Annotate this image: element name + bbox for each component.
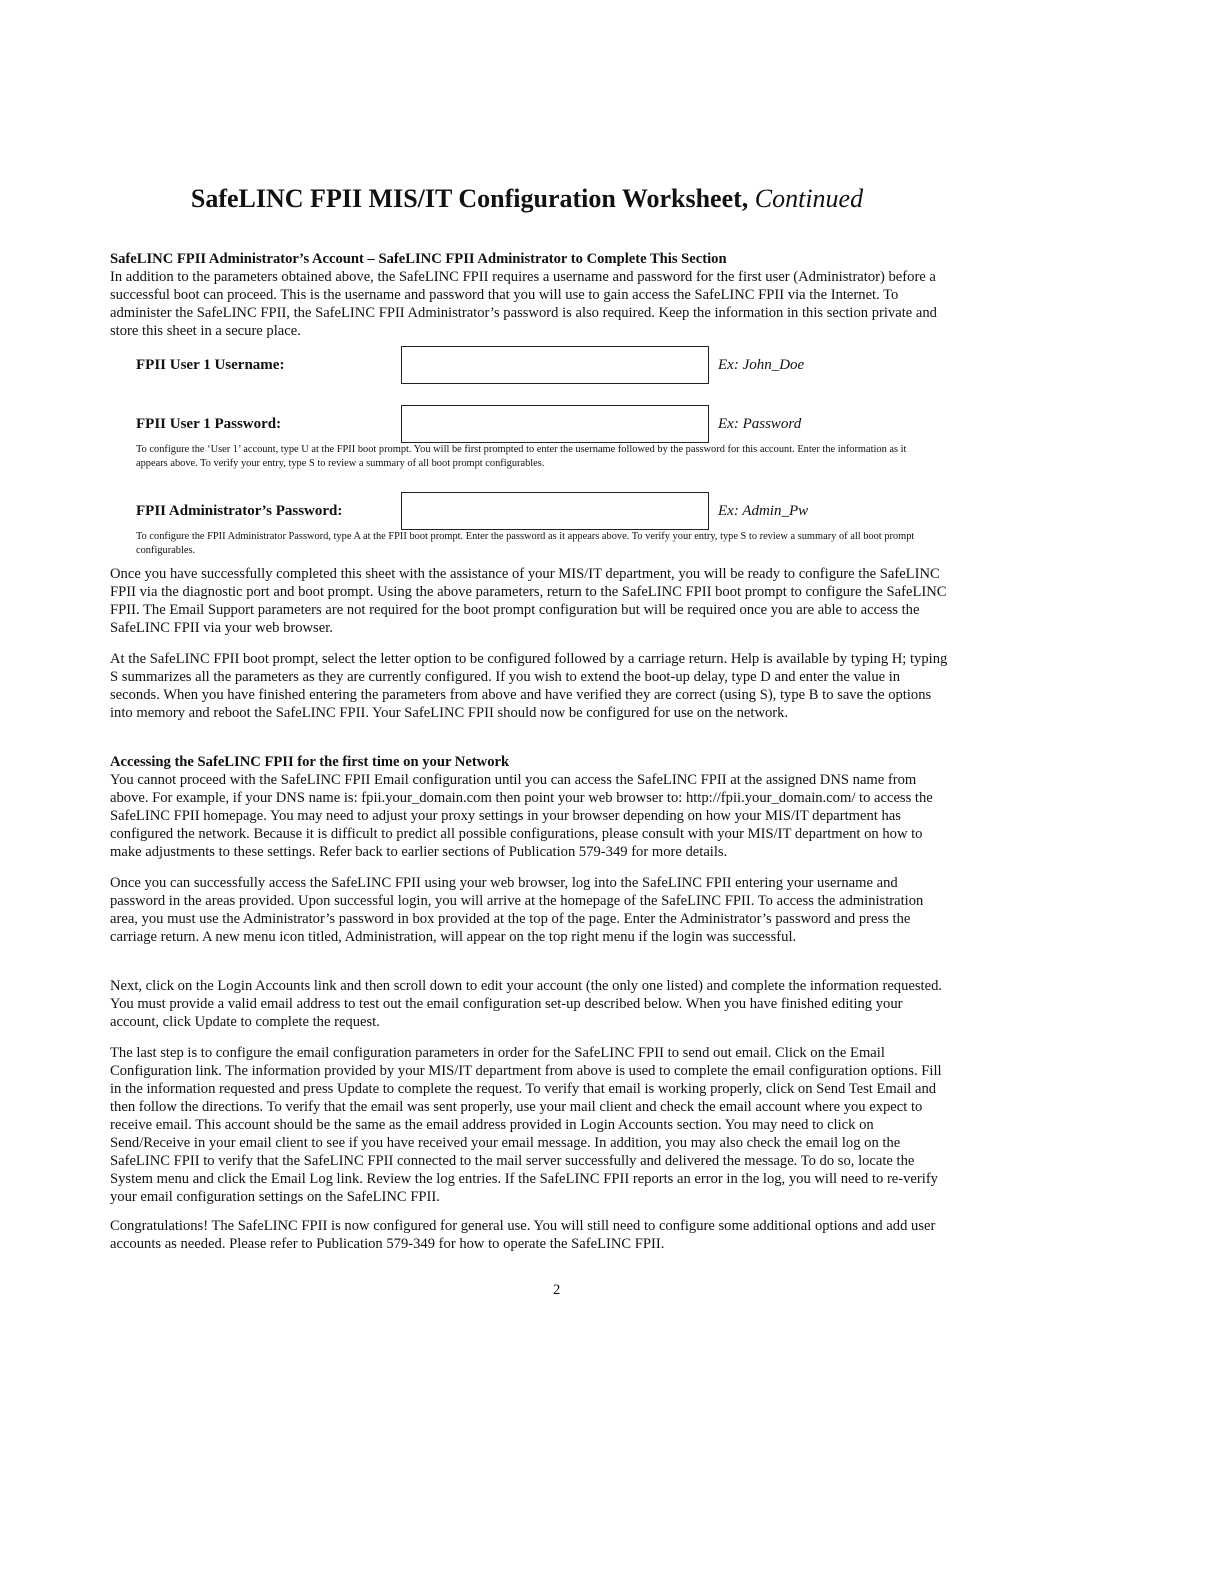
admin-section (110, 250, 950, 340)
access-section (110, 753, 950, 861)
admin-note: To configure the FPII Administrator Password, type A at the FPII boot prompt. Enter the password as it appears above. To verify your entry, type S to review a summary of all boot prompt configurables. (136, 531, 915, 556)
page-title (0, 184, 1054, 214)
user1-note: To configure the ‘User 1’ account, type U at the FPII boot prompt. You will be first prompted to enter the username followed by the password for this account. Enter the information as it appears above. To verify your entry, type S to review a summary of all boot prompt configurables. (136, 444, 907, 469)
paragraph-congratulations: Congratulations! The SafeLINC FPII is now configured for general use. You will still need to configure some additional options and add user accounts as needed. Please refer to Publication 579-349 for how to operate the SafeLINC FPII. (110, 1218, 936, 1252)
paragraph-completion: Once you have successfully completed this sheet with the assistance of your MIS/IT department, you will be ready to configure the SafeLINC FPII via the diagnostic port and boot prompt. Using the above parameters, return to the SafeLINC FPII boot prompt to configure the SafeLINC FPII. The Email Support parameters are not required for the boot prompt configuration but will be required once you are able to access the SafeLINC FPII via your web browser. (110, 566, 947, 636)
paragraph-login: Once you can successfully access the SafeLINC FPII using your web browser, log into the SafeLINC FPII entering your username and password in the areas provided. Upon successful login, you will arrive at the homepage of the SafeLINC FPII. To access the administration area, you must use the Administrator’s password in box provided at the top of the page. Enter the Administrator’s password and press the carriage return. A new menu icon titled, Administration, will appear on the top right menu if the login was successful. (110, 875, 924, 945)
field-example: Ex: Admin_Pw (718, 503, 809, 519)
paragraph-email: The last step is to configure the email configuration parameters in order for the SafeLINC FPII to send out email. Click on the Email Configuration link. The information provided by your MIS/IT department from above is used to complete the email configuration options. Fill in the information requested and press Update to complete the request. To verify that email is working properly, click on Send Test Email and then follow the directions. To verify that the email was sent properly, use your mail client and check the email account where you expect to receive email. This account should be the same as the email address provided in Login Accounts section. You may need to click on Send/Receive in your email client to see if you have received your email message. In addition, you may also check the email log on the SafeLINC FPII to verify that the SafeLINC FPII connected to the mail server successfully and delivered the message. To do so, locate the System menu and click the Email Log link. Review the log entries. If the SafeLINC FPII reports an error in the log, you will need to re-verify your email configuration settings on the SafeLINC FPII. (110, 1045, 942, 1205)
title-suffix: Continued (754, 184, 864, 213)
admin-password-field (110, 492, 950, 532)
paragraph-boot-prompt: At the SafeLINC FPII boot prompt, select the letter option to be configured followed by a carriage return. Help is available by typing H; typing S summarizes all the parameters as they are currently configured. If you wish to extend the boot-up delay, type D and enter the value in seconds. When you have finished entering the parameters from above and have verified they are correct (using S), type B to save the options into memory and reboot the SafeLINC FPII. Your SafeLINC FPII should now be configured for use on the network. (110, 651, 948, 721)
paragraph-access: You cannot proceed with the SafeLINC FPII Email configuration until you can access the SafeLINC FPII at the assigned DNS name from above. For example, if your DNS name is: fpii.your_domain.com then point your web browser to: http://fpii.your_domain.com/ to access the SafeLINC FPII homepage. You may need to adjust your proxy settings in your browser depending on how your MIS/IT department has configured the network. Because it is difficult to predict all possible configurations, please consult with your MIS/IT department on how to make adjustments to these settings. Refer back to earlier sections of Publication 579-349 for more details. (110, 772, 933, 860)
user1-password-field (110, 405, 950, 445)
section-heading: SafeLINC FPII Administrator’s Account – SafeLINC FPII Administrator to Complete This Section (110, 251, 727, 267)
user1-password-input[interactable] (401, 405, 709, 443)
field-label: FPII User 1 Password: (136, 416, 282, 432)
field-example: Ex: John_Doe (718, 357, 805, 373)
admin-password-input[interactable] (401, 492, 709, 530)
field-label: FPII User 1 Username: (136, 357, 285, 373)
page-number: 2 (553, 1282, 561, 1298)
user1-username-field (110, 346, 950, 386)
section-intro: In addition to the parameters obtained above, the SafeLINC FPII requires a username and password for the first user (Administrator) before a successful boot can proceed. This is the username and password that you will use to gain access the SafeLINC FPII via the Internet. To administer the SafeLINC FPII, the SafeLINC FPII Administrator’s password is also required. Keep the information in this section private and store this sheet in a secure place. (110, 269, 937, 339)
user1-username-input[interactable] (401, 346, 709, 384)
paragraph-accounts: Next, click on the Login Accounts link and then scroll down to edit your account (the only one listed) and complete the information requested. You must provide a valid email address to test out the email configuration set-up described below. When you have finished editing your account, click Update to complete the request. (110, 978, 943, 1030)
title-main: SafeLINC FPII MIS/IT Configuration Worksheet, (190, 184, 749, 213)
field-label: FPII Administrator’s Password: (136, 503, 343, 519)
access-heading: Accessing the SafeLINC FPII for the first time on your Network (110, 754, 510, 770)
field-example: Ex: Password (718, 416, 802, 432)
